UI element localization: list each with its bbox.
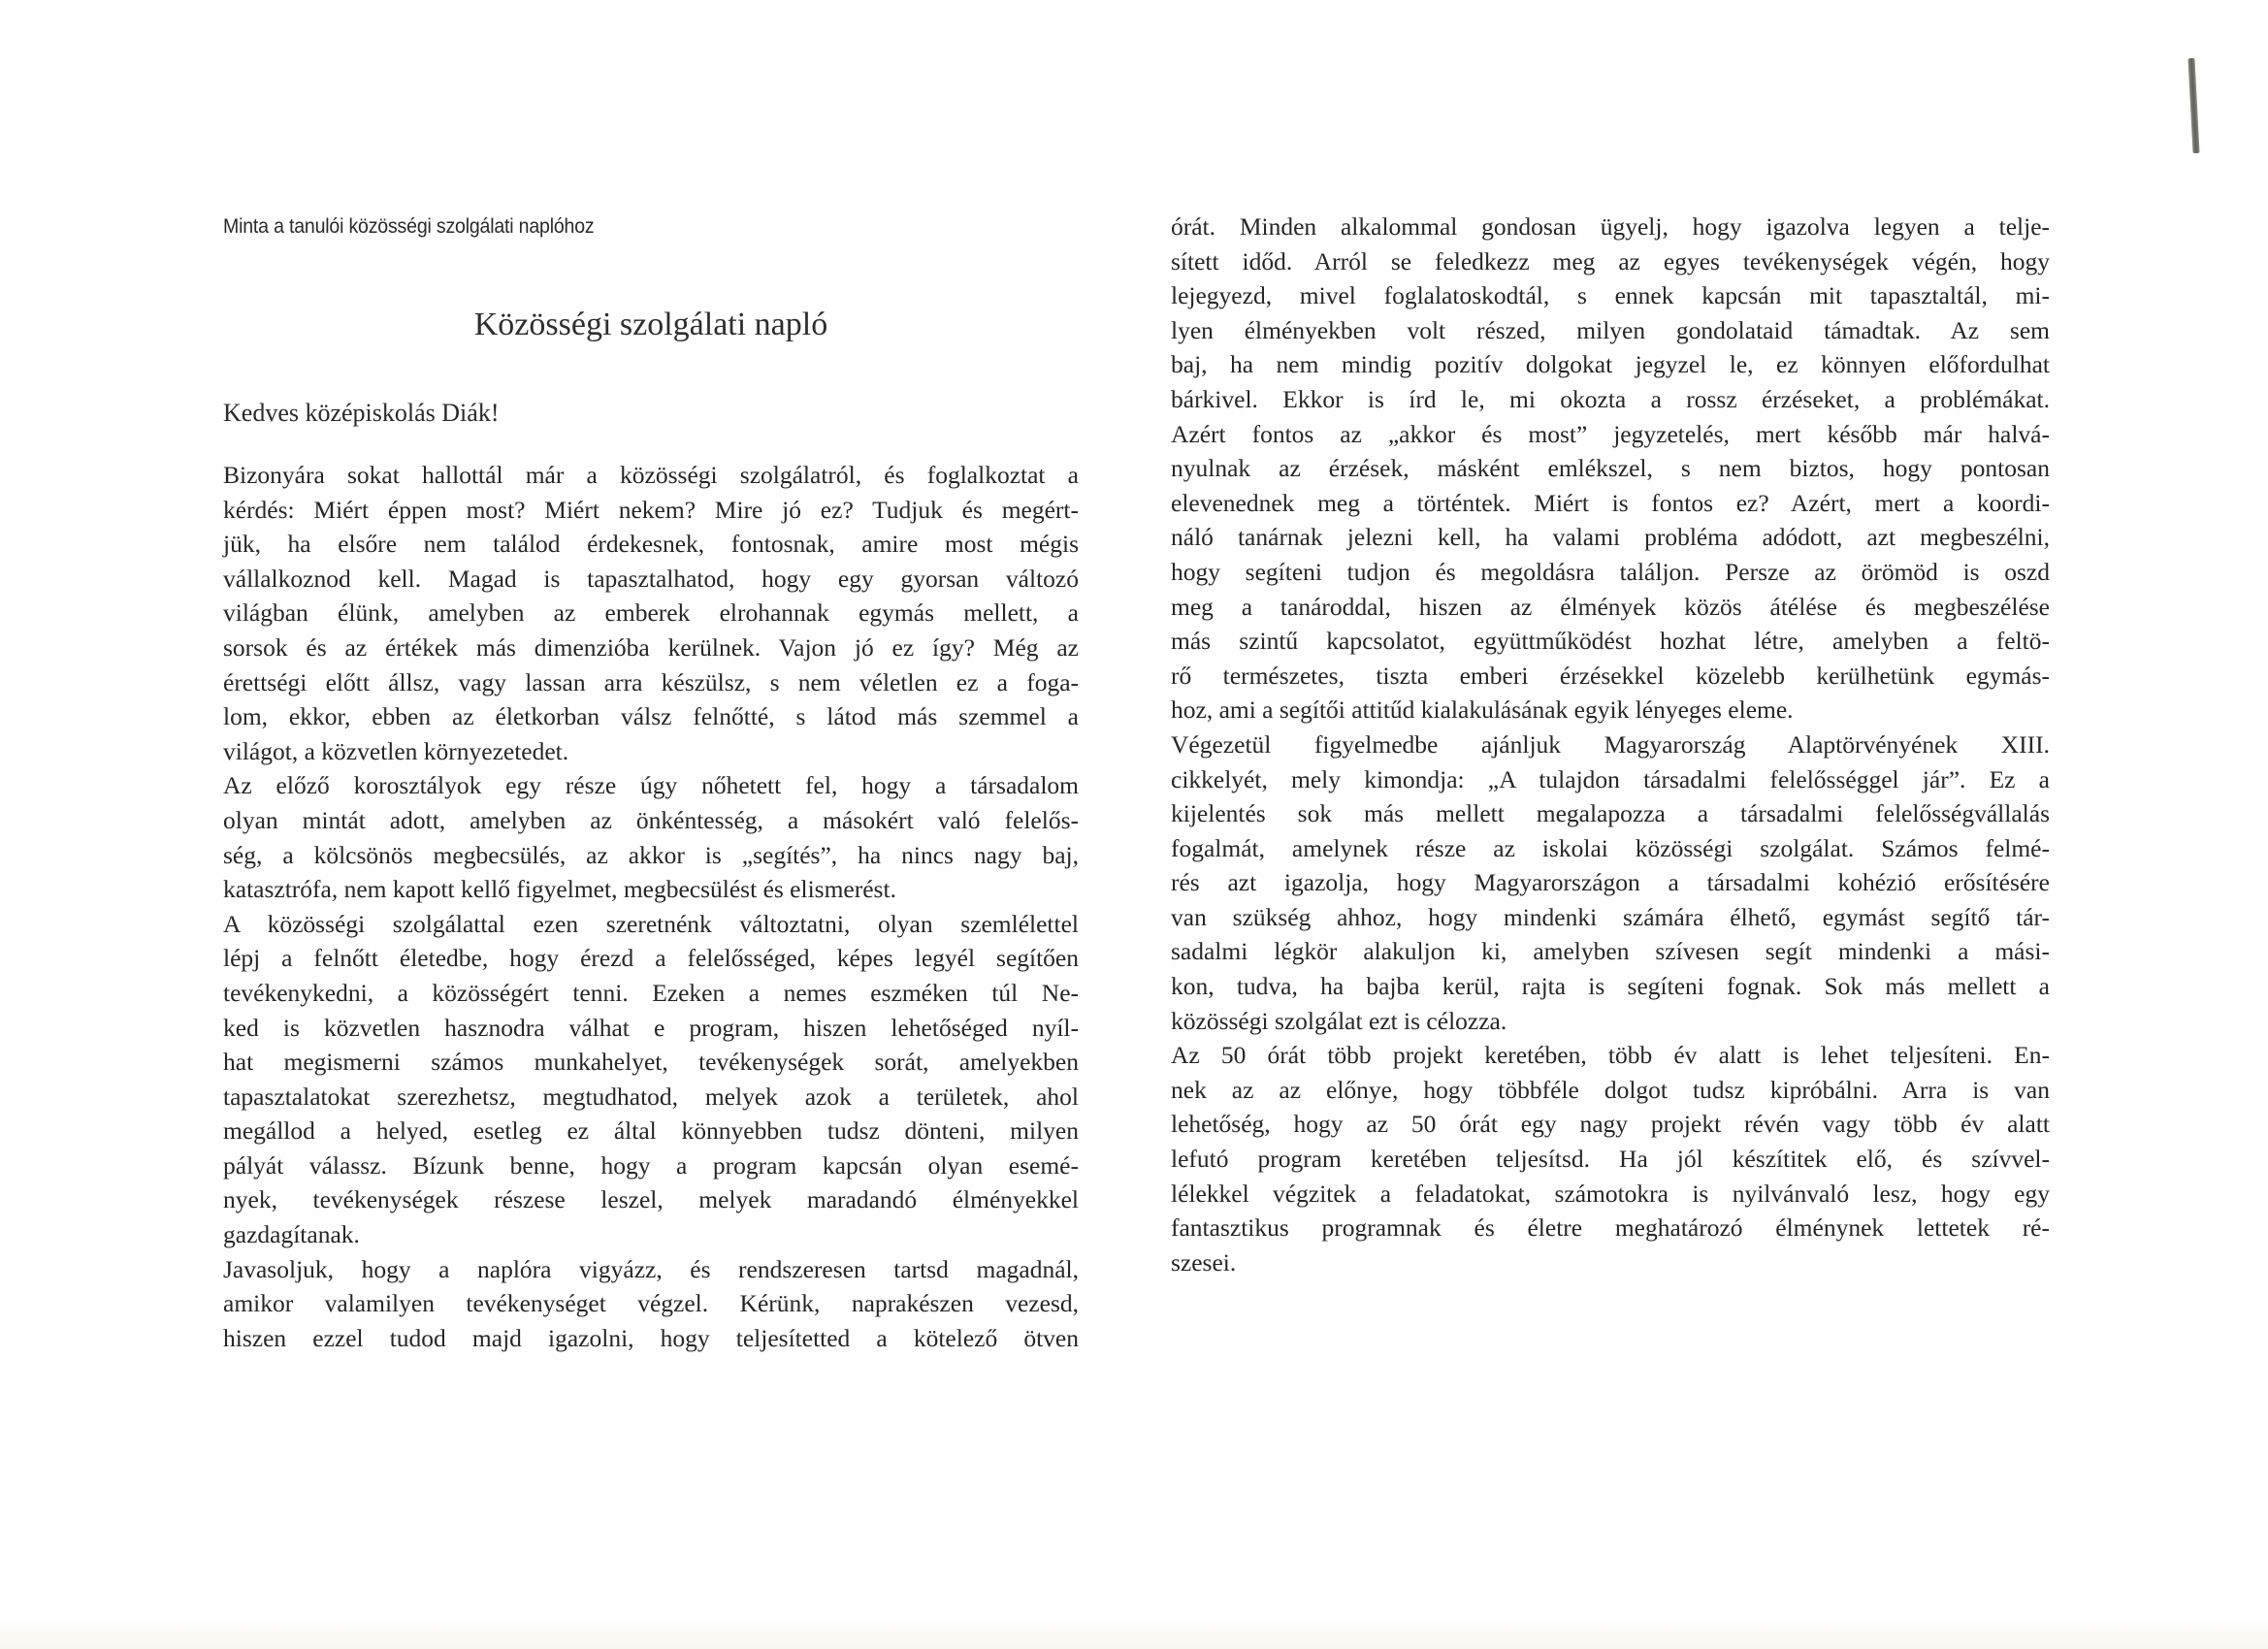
text-line: világban élünk, amelyben az emberek elrohannak egymás mellett, a	[223, 598, 1079, 628]
text-line: olyan mintát adott, amelyben az önkéntesség, a másokért való felelős-	[223, 805, 1079, 834]
text-line: szesei.	[1171, 1247, 1237, 1277]
text-line: vállalkoznod kell. Magad is tapasztalhatod, hogy egy gyorsan változó	[223, 564, 1079, 593]
text-line: nyulnak az érzések, másként emlékszel, s nem biztos, hogy pontosan	[1171, 454, 2050, 483]
greeting: Kedves középiskolás Diák!	[223, 399, 500, 427]
text-line: jük, ha elsőre nem találod érdekesnek, fontosnak, amire most mégis	[223, 530, 1079, 559]
text-line: katasztrófa, nem kapott kellő figyelmet, megbecsülést és elismerést.	[223, 875, 896, 904]
text-line: gazdagítanak.	[223, 1220, 360, 1249]
scan-artifact-mark	[2187, 58, 2199, 153]
text-line: nyek, tevékenységek részese leszel, melyek maradandó élményekkel	[223, 1185, 1079, 1214]
text-line: pályát válassz. Bízunk benne, hogy a program kapcsán olyan esemé-	[223, 1150, 1079, 1180]
text-line: lom, ekkor, ebben az életkorban válsz felnőtté, s látod más szemmel a	[223, 702, 1079, 731]
text-line: elevenednek meg a történtek. Miért is fontos ez? Azért, mert a koordi-	[1171, 488, 2050, 517]
text-line: lejegyezd, mivel foglalatoskodtál, s ennek kapcsán mit tapasztaltál, mi-	[1171, 281, 2050, 310]
text-line: lehetőség, hogy az 50 órát egy nagy projekt révén vagy több év alatt	[1171, 1110, 2050, 1139]
left-text-column	[223, 458, 1079, 1355]
text-line: sorsok és az értékek más dimenzióba kerülnek. Vajon jó ez így? Még az	[223, 632, 1079, 662]
text-line: más szintű kapcsolatot, együttműködést hozhat létre, amelyben a feltö-	[1171, 627, 2050, 656]
text-line: kérdés: Miért éppen most? Miért nekem? Mire jó ez? Tudjuk és megért-	[223, 495, 1079, 524]
text-line: meg a tanároddal, hiszen az élmények közös átélése és megbeszélése	[1171, 592, 2050, 621]
text-line: lépj a felnőtt életedbe, hogy érezd a felelősséged, képes legyél segítően	[223, 944, 1079, 973]
text-line: cikkelyét, mely kimondja: „A tulajdon társadalmi felelősséggel jár”. Ez a	[1171, 764, 2050, 793]
text-line: tapasztalatokat szerezhetsz, megtudhatod, melyek azok a területek, ahol	[223, 1082, 1079, 1111]
text-line: lyen élményekben volt részed, milyen gondolataid támadtak. Az sem	[1171, 315, 2050, 344]
text-line: órát. Minden alkalommal gondosan ügyelj, hogy igazolva legyen a telje-	[1171, 212, 2050, 241]
text-line: van szükség ahhoz, hogy mindenki számára élhető, egymást segítő tár-	[1171, 902, 2050, 931]
text-line: nek az az előnye, hogy többféle dolgot tudsz kipróbálni. Arra is van	[1171, 1075, 2050, 1104]
text-line: Javasoljuk, hogy a naplóra vigyázz, és rendszeresen tartsd magadnál,	[223, 1254, 1079, 1283]
document-title: Közösségi szolgálati napló	[473, 307, 828, 342]
text-line: lélekkel végzitek a feladatokat, számotokra is nyilvánvaló lesz, hogy egy	[1171, 1179, 2050, 1208]
right-text-column	[1171, 210, 2050, 1279]
text-line: ked is közvetlen hasznodra válhat e program, hiszen lehetőséged nyíl-	[223, 1013, 1079, 1042]
text-line: hogy segíteni tudjon és megoldásra találjon. Persze az örömöd is oszd	[1171, 557, 2050, 586]
text-line: hoz, ami a segítői attitűd kialakulásának egyik lényeges eleme.	[1171, 695, 1794, 725]
text-line: tevékenykedni, a közösségért tenni. Ezeken a nemes eszméken túl Ne-	[223, 978, 1079, 1007]
text-line: fogalmát, amelynek része az iskolai közösségi szolgálat. Számos felmé-	[1171, 833, 2050, 862]
page-header: Minta a tanulói közösségi szolgálati naplóhoz	[223, 215, 595, 238]
text-line: lefutó program keretében teljesítsd. Ha jól készítitek elő, és szívvel-	[1171, 1145, 2050, 1174]
text-line: rés azt igazolja, hogy Magyarországon a társadalmi kohézió erősítésére	[1171, 868, 2050, 897]
text-line: megállod a helyed, esetleg ez által könnyebben tudsz dönteni, milyen	[223, 1116, 1079, 1146]
text-line: Azért fontos az „akkor és most” jegyzetelés, mert később már halvá-	[1171, 419, 2050, 448]
text-line: kon, tudva, ha bajba kerül, rajta is segíteni fognak. Sok más mellett a	[1171, 972, 2050, 1001]
text-line: világot, a közvetlen környezetedet.	[223, 736, 569, 765]
text-line: ség, a kölcsönös megbecsülés, az akkor is „segítés”, ha nincs nagy baj,	[223, 840, 1079, 869]
text-line: kijelentés sok más mellett megalapozza a társadalmi felelősségvállalás	[1171, 799, 2050, 828]
text-line: Az 50 órát több projekt keretében, több év alatt is lehet teljesíteni. En-	[1171, 1041, 2050, 1070]
scan-bottom-edge	[0, 1620, 2268, 1649]
text-line: náló tanárnak jelezni kell, ha valami probléma adódott, azt megbeszélni,	[1171, 523, 2050, 552]
text-line: fantasztikus programnak és életre meghatározó élménynek lettetek ré-	[1171, 1213, 2050, 1243]
text-line: baj, ha nem mindig pozitív dolgokat jegyzel le, ez könnyen előfordulhat	[1171, 350, 2050, 379]
text-line: rő természetes, tiszta emberi érzésekkel közelebb kerülhetünk egymás-	[1171, 661, 2050, 690]
text-line: Végezetül figyelmedbe ajánljuk Magyarország Alaptörvényének XIII.	[1171, 729, 2050, 759]
text-line: hiszen ezzel tudod majd igazolni, hogy teljesítetted a kötelező ötven	[223, 1323, 1079, 1352]
text-line: A közösségi szolgálattal ezen szeretnénk változtatni, olyan szemlélettel	[223, 909, 1079, 938]
text-line: sített időd. Arról se feledkezz meg az egyes tevékenységek végén, hogy	[1171, 246, 2050, 275]
text-line: hat megismerni számos munkahelyet, tevékenységek sorát, amelyekben	[223, 1048, 1079, 1077]
text-line: Bizonyára sokat hallottál már a közösségi szolgálatról, és foglalkoztat a	[223, 461, 1079, 489]
text-line: érettségi előtt állsz, vagy lassan arra készülsz, s nem véletlen ez a foga-	[223, 667, 1079, 696]
text-line: közösségi szolgálat ezt is célozza.	[1171, 1006, 1507, 1035]
text-line: sadalmi légkör alakuljon ki, amelyben szívesen segít mindenki a mási-	[1171, 937, 2050, 966]
text-line: bárkivel. Ekkor is írd le, mi okozta a rossz érzéseket, a problémákat.	[1171, 384, 2050, 413]
text-line: Az előző korosztályok egy része úgy nőhetett fel, hogy a társadalom	[223, 771, 1079, 800]
text-line: amikor valamilyen tevékenységet végzel. Kérünk, naprakészen vezesd,	[223, 1289, 1079, 1318]
